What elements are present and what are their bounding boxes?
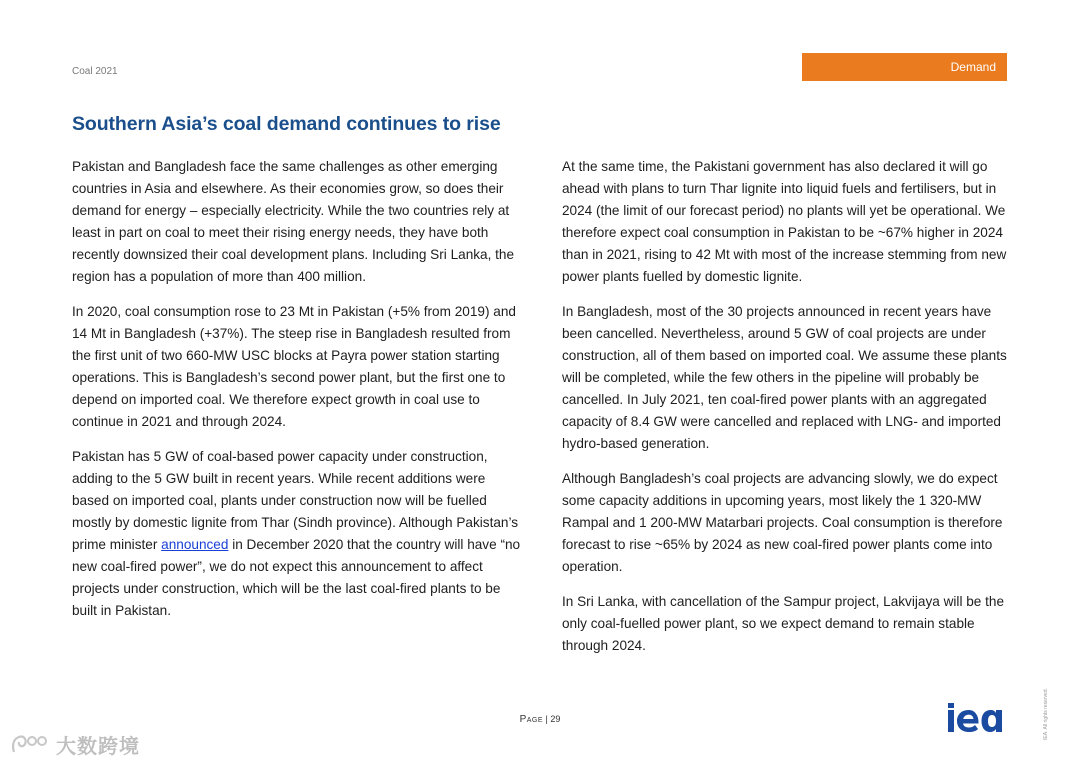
page-title: Southern Asia’s coal demand continues to rise <box>72 113 501 135</box>
watermark <box>10 730 140 758</box>
paragraph: In Bangladesh, most of the 30 projects announced in recent years have been cancelled. Nevertheless, around 5 GW of coal projects are under construction, all of them based on imported coal. We assume these plants will be completed, while the few others in the pipeline will probably be cancelled. In July 2021, ten coal-fired power plants with an aggregated capacity of 8.4 GW were cancelled and replaced with LNG- and imported hydro-based generation. <box>562 304 1007 451</box>
iea-logo-icon <box>945 702 1009 736</box>
paragraph-text: Pakistan has 5 GW of coal-based power capacity under construction, adding to the 5 GW built in recent years. While recent additions were based on imported coal, plants under construction now will be fuelled mostly by domestic lignite from Thar (Sindh province). Although Pakistan’s prime minister <box>72 449 519 552</box>
doc-label: Coal 2021 <box>72 66 118 77</box>
section-tab-demand[interactable] <box>802 53 1007 81</box>
watermark-text: 大数跨境 <box>56 733 140 758</box>
page-word: Page <box>519 714 544 725</box>
announced-link[interactable]: announced <box>161 537 229 552</box>
paragraph <box>72 446 524 622</box>
page-separator: | <box>543 714 551 724</box>
watermark-logo-icon <box>10 732 50 756</box>
page-footer <box>0 714 1080 725</box>
paragraph-text: in December 2020 that the country will have “no new coal-fired power”, we do not expect this announcement to affect projects under construction, which will be the last coal-fired plants to be built in Pakistan. <box>72 537 521 618</box>
section-tab-label: Demand <box>950 60 996 74</box>
paragraph: In 2020, coal consumption rose to 23 Mt in Pakistan (+5% from 2019) and 14 Mt in Bangladesh (+37%). The steep rise in Bangladesh resulted from the first unit of two 660-MW USC blocks at Payra power station starting operations. This is Bangladesh’s second power plant, but the first one to depend on imported coal. We therefore expect growth in coal use to continue in 2021 and through 2024. <box>72 304 516 429</box>
paragraph: In Sri Lanka, with cancellation of the Sampur project, Lakvijaya will be the only coal-fuelled power plant, so we expect demand to remain stable through 2024. <box>562 594 1005 653</box>
rights-text: IEA. All rights reserved. <box>1043 688 1049 740</box>
left-column <box>72 156 524 635</box>
paragraph: At the same time, the Pakistani government has also declared it will go ahead with plans to turn Thar lignite into liquid fuels and fertilisers, but in 2024 (the limit of our forecast period) no plants will yet be operational. We therefore expect coal consumption in Pakistan to be ~67% higher in 2024 than in 2021, rising to 42 Mt with most of the increase stemming from new power plants fuelled by domestic lignite. <box>562 159 1007 284</box>
page-number: 29 <box>550 714 561 724</box>
paragraph: Pakistan and Bangladesh face the same challenges as other emerging countries in Asia and elsewhere. As their economies grow, so does their demand for energy – especially electricity. While the two countries rely at least in part on coal to meet their rising energy needs, they have both recently downsized their coal development plans. Including Sri Lanka, the region has a population of more than 400 million. <box>72 159 515 284</box>
right-column <box>562 156 1014 670</box>
paragraph: Although Bangladesh’s coal projects are advancing slowly, we do expect some capacity additions in upcoming years, most likely the 1 320-MW Rampal and 1 200-MW Matarbari projects. Coal consumption is therefore forecast to rise ~65% by 2024 as new coal-fired power plants come into operation. <box>562 471 1003 574</box>
